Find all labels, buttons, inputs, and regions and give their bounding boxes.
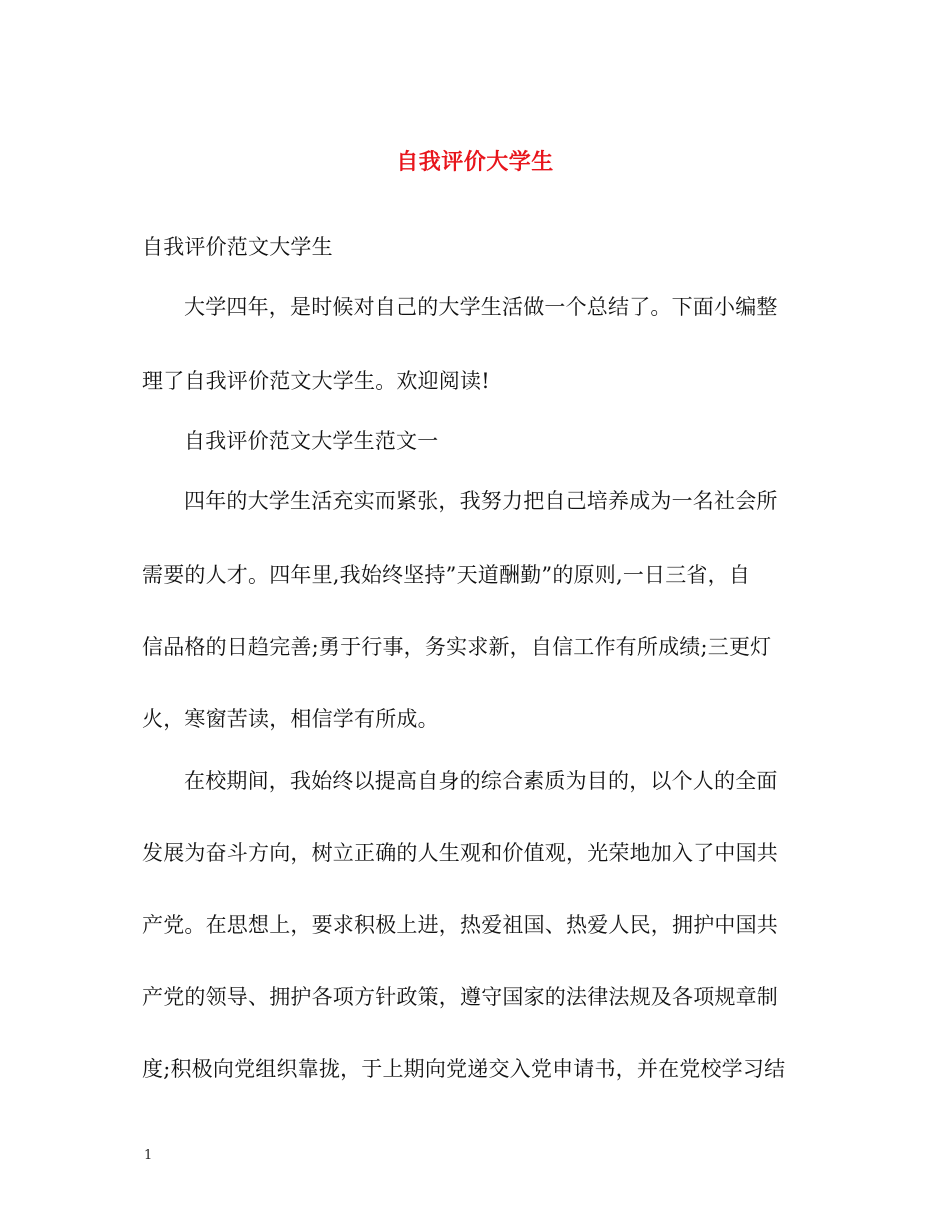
paragraph-line-2: 理了自我评价范文大学生。欢迎阅读! [142,369,490,393]
paragraph-line-9: 产党。在思想上，要求积极上进，热爱祖国、热爱人民，拥护中国共 [142,913,778,937]
paragraph-line-4: 需要的人才。四年里,我始终坚持”天道酬勤”的原则,一日三省，自 [142,563,751,587]
paragraph-line-5: 信品格的日趋完善;勇于行事，务实求新，自信工作有所成绩;三更灯 [142,635,772,659]
paragraph-line-1: 大学四年，是时候对自己的大学生活做一个总结了。下面小编整 [184,295,778,319]
document-subtitle: 自我评价范文大学生 [142,235,333,259]
paragraph-line-7: 在校期间，我始终以提高自身的综合素质为目的，以个人的全面 [184,769,778,793]
paragraph-line-8: 发展为奋斗方向，树立正确的人生观和价值观，光荣地加入了中国共 [142,841,778,865]
paragraph-line-10: 产党的领导、拥护各项方针政策，遵守国家的法律法规及各项规章制 [142,985,778,1009]
paragraph-line-11: 度;积极向党组织靠拢，于上期向党递交入党申请书，并在党校学习结 [142,1057,786,1081]
paragraph-line-6: 火，寒窗苦读，相信学有所成。 [142,707,439,731]
paragraph-line-3: 四年的大学生活充实而紧张，我努力把自己培养成为一名社会所 [184,489,778,513]
document-title: 自我评价大学生 [396,149,554,175]
section-heading: 自我评价范文大学生范文一 [184,429,439,453]
page-number: 1 [144,1148,153,1163]
